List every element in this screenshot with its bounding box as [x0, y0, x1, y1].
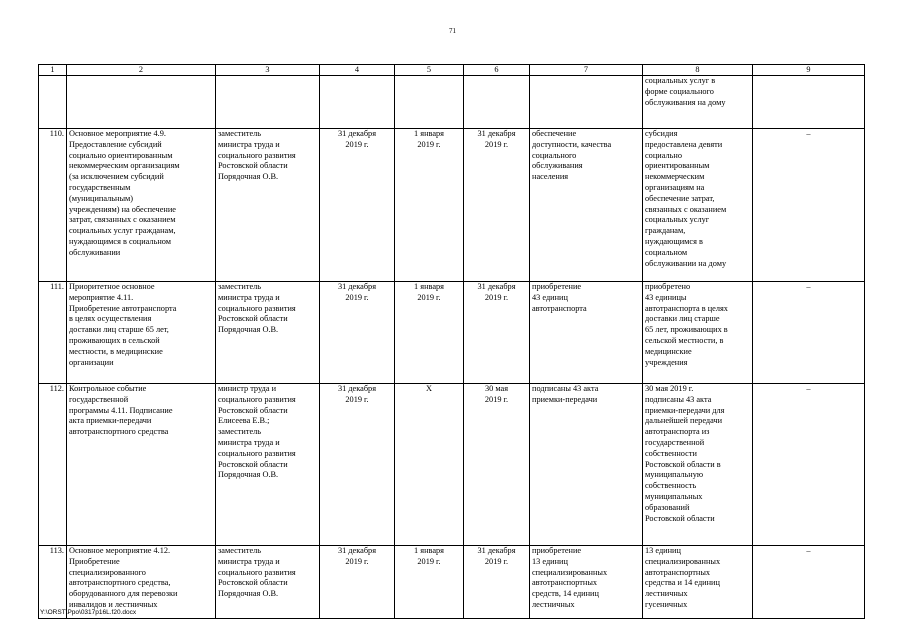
problems-note: – — [753, 546, 865, 619]
actual-end-date — [464, 76, 530, 129]
col-header-9: 9 — [753, 65, 865, 76]
planned-result: приобретение 13 единиц специализированных автотранспортных средств, 14 единиц лестничных — [530, 546, 643, 619]
planned-result: подписаны 43 акта приемки-передачи — [530, 384, 643, 546]
responsible-person: заместитель министра труда и социального развития Ростовской области Порядочная О.В. — [216, 129, 320, 282]
problems-note — [753, 76, 865, 129]
events-table — [38, 64, 865, 619]
planned-end-date — [320, 76, 395, 129]
responsible-person: заместитель министра труда и социального развития Ростовской области Порядочная О.В. — [216, 546, 320, 619]
col-header-4: 4 — [320, 65, 395, 76]
event-name: Приоритетное основное мероприятие 4.11. Приобретение автотранспорта в целях осуществления доставки лиц старше 65 лет, проживающих в сельской местности, в медицинские организации — [67, 282, 216, 384]
actual-end-date: 31 декабря 2019 г. — [464, 129, 530, 282]
col-header-7: 7 — [530, 65, 643, 76]
actual-result: социальных услуг в форме социального обслуживания на дому — [643, 76, 753, 129]
event-name — [67, 76, 216, 129]
actual-end-date: 31 декабря 2019 г. — [464, 546, 530, 619]
event-name: Основное мероприятие 4.9. Предоставление субсидий социально ориентированным некоммерческим организациям (за исключением субсидий государственным (муниципальным) учреждениям) на обеспечение затрат, связанных с оказанием социальных услуг гражданам, нуждающимся в социальном обслуживании — [67, 129, 216, 282]
row-number: 113. — [39, 546, 67, 619]
col-header-1: 1 — [39, 65, 67, 76]
planned-end-date: 31 декабря 2019 г. — [320, 546, 395, 619]
col-header-3: 3 — [216, 65, 320, 76]
page-number: 71 — [449, 27, 456, 35]
problems-note: – — [753, 129, 865, 282]
file-path-footer: Y:\ORST\Ppo\0317p16L.f20.docx — [40, 609, 137, 616]
actual-end-date: 31 декабря 2019 г. — [464, 282, 530, 384]
actual-start-date — [395, 76, 464, 129]
col-header-6: 6 — [464, 65, 530, 76]
header-row — [39, 65, 865, 76]
col-header-5: 5 — [395, 65, 464, 76]
table-row — [39, 546, 865, 619]
actual-start-date: 1 января 2019 г. — [395, 129, 464, 282]
row-number — [39, 76, 67, 129]
actual-end-date: 30 мая 2019 г. — [464, 384, 530, 546]
table-row — [39, 282, 865, 384]
planned-end-date: 31 декабря 2019 г. — [320, 384, 395, 546]
problems-note: – — [753, 384, 865, 546]
planned-result: обеспечение доступности, качества социального обслуживания населения — [530, 129, 643, 282]
actual-result: приобретено 43 единицы автотранспорта в целях доставки лиц старше 65 лет, проживающих в сельской местности, в медицинские учреждения — [643, 282, 753, 384]
actual-result: 13 единиц специализированных автотранспортных средства и 14 единиц лестничных гусеничных — [643, 546, 753, 619]
row-number: 112. — [39, 384, 67, 546]
responsible-person — [216, 76, 320, 129]
planned-result — [530, 76, 643, 129]
responsible-person: министр труда и социального развития Ростовской области Елисеева Е.В.; заместитель министра труда и социального развития Ростовской области Порядочная О.В. — [216, 384, 320, 546]
event-name: Контрольное событие государственной программы 4.11. Подписание акта приемки-передачи автотранспортного средства — [67, 384, 216, 546]
table-row — [39, 129, 865, 282]
actual-start-date: 1 января 2019 г. — [395, 546, 464, 619]
actual-result: 30 мая 2019 г. подписаны 43 акта приемки-передачи для дальнейшей передачи автотранспорта из государственной собственности Ростовской области в муниципальную собственность муниципальных образований Ростовской области — [643, 384, 753, 546]
table-row — [39, 76, 865, 129]
row-number: 111. — [39, 282, 67, 384]
actual-start-date: 1 января 2019 г. — [395, 282, 464, 384]
actual-start-date: X — [395, 384, 464, 546]
row-number: 110. — [39, 129, 67, 282]
planned-end-date: 31 декабря 2019 г. — [320, 282, 395, 384]
col-header-2: 2 — [67, 65, 216, 76]
table-row — [39, 384, 865, 546]
planned-end-date: 31 декабря 2019 г. — [320, 129, 395, 282]
problems-note: – — [753, 282, 865, 384]
col-header-8: 8 — [643, 65, 753, 76]
planned-result: приобретение 43 единиц автотранспорта — [530, 282, 643, 384]
responsible-person: заместитель министра труда и социального развития Ростовской области Порядочная О.В. — [216, 282, 320, 384]
event-name: Основное мероприятие 4.12. Приобретение специализированного автотранспортного средства, оборудованного для перевозки инвалидов и лестничных — [67, 546, 216, 619]
actual-result: субсидия предоставлена девяти социально ориентированным некоммерческим организациям на обеспечение затрат, связанных с оказанием социальных услуг гражданам, нуждающимся в социальном обслуживании на дому — [643, 129, 753, 282]
